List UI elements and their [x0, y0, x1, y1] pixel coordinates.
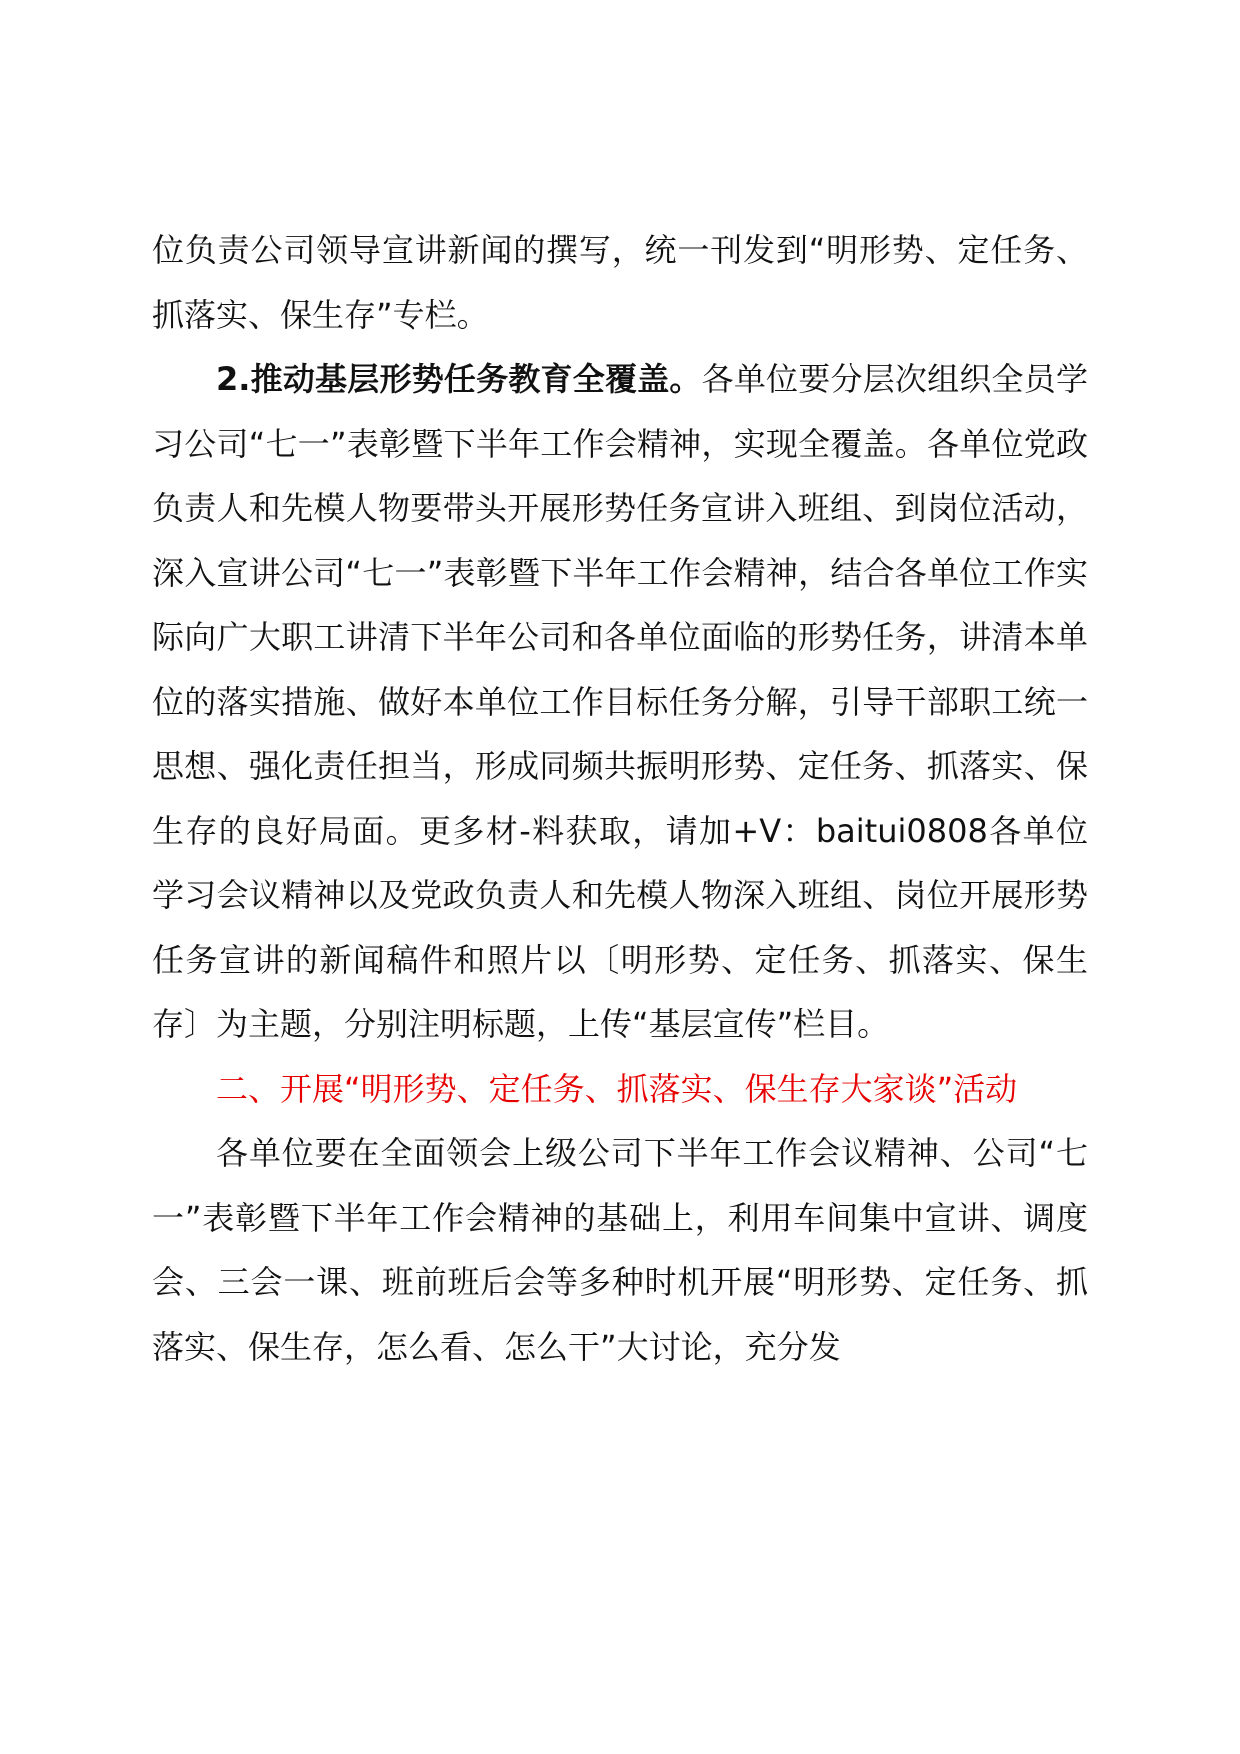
document-body — [152, 218, 1088, 1379]
section-2-heading: 二、开展“明形势、定任务、抓落实、保生存大家谈”活动 — [216, 1069, 1018, 1108]
item-2-body: 各单位要分层次组织全员学习公司“七一”表彰暨下半年工作会精神，实现全覆盖。各单位党政负责人和先模人物要带头开展形势任务宣讲入班组、到岗位活动，深入宣讲公司“七一”表彰暨下半年工作会精神，结合各单位工作实际向广大职工讲清下半年公司和各单位面临的形势任务，讲清本单位的落实措施、做好本单位工作目标任务分解，引导干部职工统一思想、强化责任担当，形成同频共振明形势、定任务、抓落实、保生存的良好局面。更多材-料获取，请加+V：baitui0808各单位学习会议精神以及党政负责人和先模人物深入班组、岗位开展形势任务宣讲的新闻稿件和照片以〔明形势、定任务、抓落实、保生存〕为主题，分别注明标题，上传“基层宣传”栏目。 — [152, 360, 1088, 1043]
continuation-paragraph: 位负责公司领导宣讲新闻的撰写，统一刊发到“明形势、定任务、抓落实、保生存”专栏。 — [152, 231, 1088, 334]
section-2-paragraph: 各单位要在全面领会上级公司下半年工作会议精神、公司“七一”表彰暨下半年工作会精神的基础上，利用车间集中宣讲、调度会、三会一课、班前班后会等多种时机开展“明形势、定任务、抓落实、保生存，怎么看、怎么干”大讨论，充分发 — [152, 1134, 1088, 1366]
item-2-paragraph — [152, 347, 1088, 1057]
item-2-title: 2.推动基层形势任务教育全覆盖。 — [216, 360, 702, 398]
